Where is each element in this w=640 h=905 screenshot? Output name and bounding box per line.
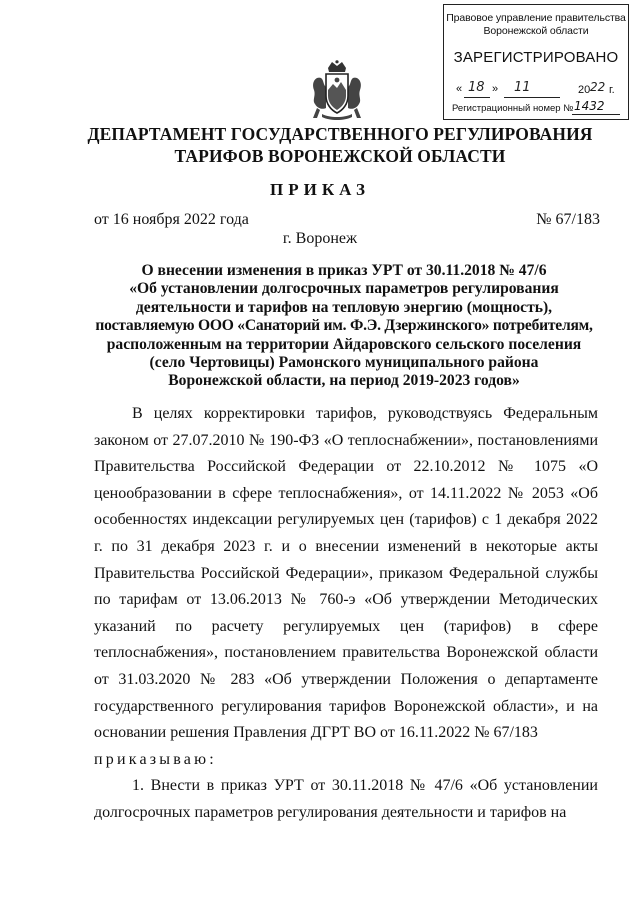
order-heading: ПРИКАЗ [270,180,370,199]
subject-line: (село Чертовицы) Рамонского муниципального района [149,354,539,372]
stamp-reg-number: 1432 [574,99,605,113]
stamp-organization [444,12,628,38]
department-title-line2: ТАРИФОВ ВОРОНЕЖСКОЙ ОБЛАСТИ [174,146,506,166]
order-subject [74,262,614,391]
stamp-org-line2: Воронежской области [483,25,589,37]
stamp-date-day: 18 [468,80,485,95]
stamp-date-year-prefix: 20 [578,84,591,96]
subject-line: деятельности и тарифов на тепловую энергию (мощность), [135,298,553,316]
stamp-date-suffix: г. [609,84,615,96]
coat-of-arms-icon [308,60,366,122]
stamp-date-month: 11 [514,80,531,95]
preamble-paragraph: В целях корректировки тарифов, руководствуясь Федеральным законом от 27.07.2010 № 190-ФЗ «О теплоснабжении», постановлениями Правительства Российской Федерации от 22.10.2012 № 1075 «О ценообразовании в сфере теплоснабжения», от 14.11.2022 № 2053 «Об особенностях индексации регулируемых цен (тарифов) с 1 декабря 2022 г. по 31 декабря 2023 г. и о внесении изменений в некоторые акты Правительства Российской Федерации», приказом Федеральной службы по тарифам от 13.06.2013 № 760-э «Об утверждении Методических указаний по расчету регулируемых цен (тарифов) в сфере теплоснабжения», постановлением правительства Воронежской области от 31.03.2020 № 283 «Об утверждении Положения о департаменте государственного регулирования тарифов Воронежской области», и на основании решения Правления ДГРТ ВО от 16.11.2022 № 67/183 [94,405,598,742]
department-title [60,123,620,167]
department-title-line1: ДЕПАРТАМЕНТ ГОСУДАРСТВЕННОГО РЕГУЛИРОВАНИЯ [87,124,593,144]
subject-line: Воронежской области, на период 2019-2023 годов» [168,372,520,390]
subject-line: расположенным на территории Айдаровского сельского поселения [106,335,582,353]
stamp-date: « 18 » 11 20 22 г. [456,80,615,96]
order-number: № 67/183 [536,211,600,228]
stamp-registered-label: ЗАРЕГИСТРИРОВАНО [453,49,619,66]
stamp-registration-number [452,99,622,117]
stamp-date-year-hand: 22 [590,80,606,94]
order-directive: приказываю: [94,750,217,768]
registration-stamp [443,4,629,120]
order-date: от 16 ноября 2022 года [94,211,249,228]
subject-line: поставляемую ООО «Санаторий им. Ф.Э. Дзержинского» потребителям, [95,317,593,335]
order-body [94,401,598,827]
stamp-reg-label: Регистрационный номер № [452,103,574,114]
order-item-1: 1. Внести в приказ УРТ от 30.11.2018 № 47/6 «Об установлении долгосрочных параметров регулирования деятельности и тарифов на [94,777,598,821]
stamp-org-line1: Правовое управление правительства [446,12,626,24]
subject-line: О внесении изменения в приказ УРТ от 30.11.2018 № 47/6 [141,262,547,279]
order-city: г. Воронеж [282,230,358,247]
subject-line: «Об установлении долгосрочных параметров регулирования [129,280,559,298]
